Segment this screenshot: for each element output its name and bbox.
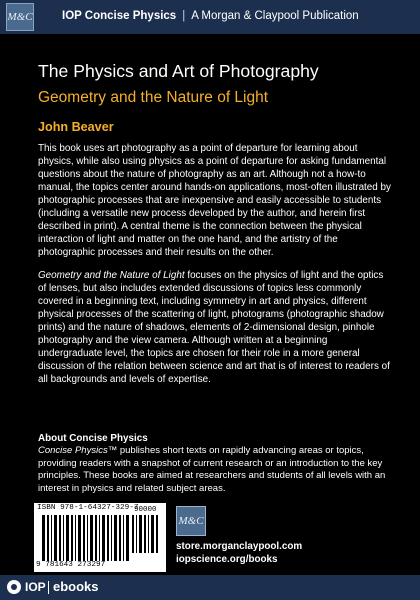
series-name: IOP Concise Physics xyxy=(62,10,177,22)
badge-text: M&C xyxy=(178,515,204,527)
header-bar xyxy=(0,0,420,34)
description-paragraph-2-text: focuses on the physics of light and the optics of lenses, but also includes extended discussions of topics less commonly covered in a beginning text, including symmetry in art and physics, different physical processes of the scattering of light, photograms (photographic shadow prints) and the nature of shadows, elements of 2-dimensional design, pinhole photography and the view camera. Although written at a beginning undergraduate level, the topics are chosen for their role in a more general discussion of the relation between science and art that is of interest to readers of all backgrounds and levels of expertise. xyxy=(38,270,390,385)
barcode-bar xyxy=(63,515,64,561)
morgan-claypool-badge xyxy=(176,506,206,536)
book-author: John Beaver xyxy=(38,120,114,134)
barcode-bar xyxy=(42,515,45,561)
barcode-bar xyxy=(90,515,93,561)
book-title: The Physics and Art of Photography xyxy=(38,61,319,81)
barcode-bar xyxy=(87,515,88,561)
header-separator: | xyxy=(182,10,186,22)
barcode-bar xyxy=(99,515,100,561)
price-barcode-bars xyxy=(132,515,162,553)
barcode-bar xyxy=(126,515,129,561)
iop-logo-icon xyxy=(7,580,21,594)
barcode-bar xyxy=(107,515,109,561)
barcode-bar xyxy=(111,515,112,561)
ebooks-label: ebooks xyxy=(53,579,99,594)
barcode-bar xyxy=(114,515,117,561)
iopscience-link[interactable]: iopscience.org/books xyxy=(176,554,278,565)
about-paragraph xyxy=(38,445,394,495)
barcode-bar xyxy=(156,515,158,553)
footer-divider xyxy=(48,581,49,594)
barcode-bar xyxy=(95,515,97,561)
barcode-bar xyxy=(132,515,134,553)
description-paragraph-2 xyxy=(38,269,394,386)
isbn-barcode xyxy=(34,503,166,572)
barcode-bar xyxy=(123,515,124,561)
morgan-claypool-logo xyxy=(6,3,34,31)
about-text: ™ publishes short texts on rapidly advancing areas or topics, providing readers with a snapshot of current research or an introduction to the key principles. These books are aimed at researchers and students of all levels with an interest in physics and related subject areas. xyxy=(38,445,386,494)
barcode-bar xyxy=(148,515,149,553)
store-link[interactable]: store.morganclaypool.com xyxy=(176,541,303,552)
barcode-bar xyxy=(75,515,76,561)
barcode-bar xyxy=(47,515,49,561)
barcode-bar xyxy=(51,515,52,561)
logo-text: M&C xyxy=(7,11,33,23)
barcode-bar xyxy=(102,515,105,561)
about-emphasis: Concise Physics xyxy=(38,445,108,456)
barcode-bar xyxy=(139,515,142,553)
isbn-label xyxy=(37,504,139,512)
barcode-digits: 9 781643 273297 xyxy=(36,561,106,569)
header-text xyxy=(62,10,359,22)
book-subtitle: Geometry and the Nature of Light xyxy=(38,89,269,106)
barcode-bar xyxy=(151,515,154,553)
barcode-bar xyxy=(144,515,146,553)
barcode-bar xyxy=(119,515,121,561)
barcode-bar xyxy=(83,515,85,561)
barcode-bar xyxy=(78,515,81,561)
iop-label: IOP xyxy=(25,580,46,594)
description-emphasis: Geometry and the Nature of Light xyxy=(38,270,185,281)
barcode-bar xyxy=(136,515,137,553)
barcode-bar xyxy=(54,515,57,561)
about-heading: About Concise Physics xyxy=(38,433,148,444)
isbn-number: ISBN 978-1-64327-329-7 xyxy=(37,504,139,512)
barcode-bar xyxy=(71,515,73,561)
publisher-name: A Morgan & Claypool Publication xyxy=(191,10,359,22)
price-code: 90000 xyxy=(134,506,157,514)
barcode-bar xyxy=(66,515,69,561)
footer-bar xyxy=(0,575,420,600)
barcode-bar xyxy=(59,515,61,561)
description-paragraph-1: This book uses art photography as a point of departure for learning about physics, while also using physics as a point of departure for asking fundamental questions about the nature of photography as an art. Although not a how-to manual, the topics center around hands-on applications, most-often illustrated by photographic processes that are inexpensive and easily accessible to students (including a versatile new process developed by the author, and herein first described in print). A central theme is the connection between the physical interaction of light and matter on the one hand, and the artistry of the photographic processes and their results on the other. xyxy=(38,143,391,258)
